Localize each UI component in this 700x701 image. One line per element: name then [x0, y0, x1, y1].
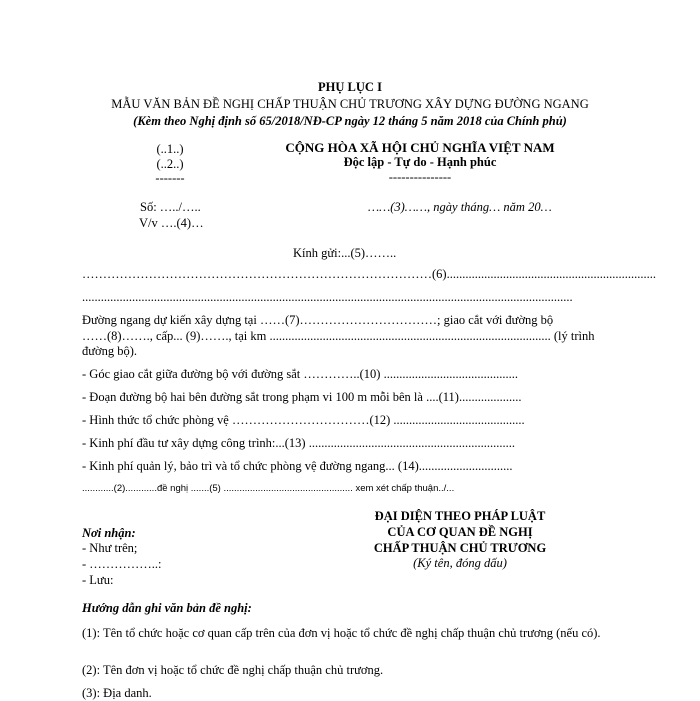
national-title: CỘNG HÒA XÃ HỘI CHỦ NGHĨA VIỆT NAM	[285, 140, 555, 155]
recipient-org-line: …………………………………………………………………………(6)...................................................................	[82, 267, 656, 281]
road-info-line: ……(8)……., cấp... (9)……., tại km .......................................................................................... (lý trình	[82, 329, 595, 343]
guide-heading: Hướng dẫn ghi văn bản đề nghị:	[82, 601, 252, 615]
recipient-item: - Lưu:	[82, 573, 114, 587]
signature-title-line1: ĐẠI DIỆN THEO PHÁP LUẬT	[374, 509, 546, 523]
item-protection-form: - Hình thức tổ chức phòng vệ ……………………………(12) ..........................................	[82, 413, 525, 427]
item-road-section: - Đoạn đường bộ hai bên đường sắt trong phạm vi 100 m mỗi bên là ....(11)....................	[82, 390, 522, 404]
appendix-title: PHỤ LỤC I	[318, 80, 382, 94]
request-line: ............(2)............đề nghị .......(5) ................................................. xem xét chấp thuận../...	[82, 483, 455, 494]
right-header-rule: ---------------	[388, 170, 452, 184]
dotted-line: .............................................................................................................................................................	[82, 290, 573, 304]
location-line: Đường ngang dự kiến xây dựng tại ……(7)……………………………; giao cắt với đường bộ	[82, 313, 554, 327]
signature-note: (Ký tên, đóng dấu)	[413, 556, 507, 570]
guide-note-2: (2): Tên đơn vị hoặc tổ chức đề nghị chấp thuận chủ trương.	[82, 663, 384, 677]
place-date-line: ……(3)……, ngày tháng… năm 20…	[368, 200, 552, 214]
decree-reference: (Kèm theo Nghị định số 65/2018/NĐ-CP ngày 12 tháng 5 năm 2018 của Chính phủ)	[133, 114, 567, 128]
recipients-heading: Nơi nhận:	[82, 526, 136, 540]
guide-note-1: (1): Tên tổ chức hoặc cơ quan cấp trên của đơn vị hoặc tổ chức đề nghị chấp thuận chủ trương (nếu có).	[82, 626, 601, 640]
guide-note-3: (3): Địa danh.	[82, 686, 152, 700]
left-header-rule: -------	[155, 171, 185, 185]
road-info-continued: đường bộ).	[82, 344, 138, 358]
org-placeholder: (..2..)	[156, 157, 184, 171]
signature-title-line2: CỦA CƠ QUAN ĐỀ NGHỊ	[387, 525, 533, 539]
form-title: MẪU VĂN BẢN ĐỀ NGHỊ CHẤP THUẬN CHỦ TRƯƠNG XÂY DỰNG ĐƯỜNG NGANG	[111, 97, 589, 111]
greeting: Kính gửi:...(5)……..	[293, 246, 397, 260]
document-number: Số: …../…..	[140, 200, 201, 214]
recipient-item: - ……………..:	[82, 557, 162, 571]
item-maintenance-cost: - Kinh phí quản lý, bảo trì và tổ chức phòng vệ đường ngang... (14)..............................	[82, 459, 513, 473]
signature-title-line3: CHẤP THUẬN CHỦ TRƯƠNG	[373, 541, 547, 555]
subject-line: V/v ….(4)…	[139, 216, 204, 230]
parent-org-placeholder: (..1..)	[156, 142, 184, 156]
item-investment-cost: - Kinh phí đầu tư xây dựng công trình:...(13) ..................................................................	[82, 436, 515, 450]
item-crossing-angle: - Góc giao cắt giữa đường bộ với đường sắt …………..(10) ...........................................	[82, 367, 518, 381]
recipient-item: - Như trên;	[82, 541, 138, 555]
national-motto: Độc lập - Tự do - Hạnh phúc	[343, 155, 497, 169]
